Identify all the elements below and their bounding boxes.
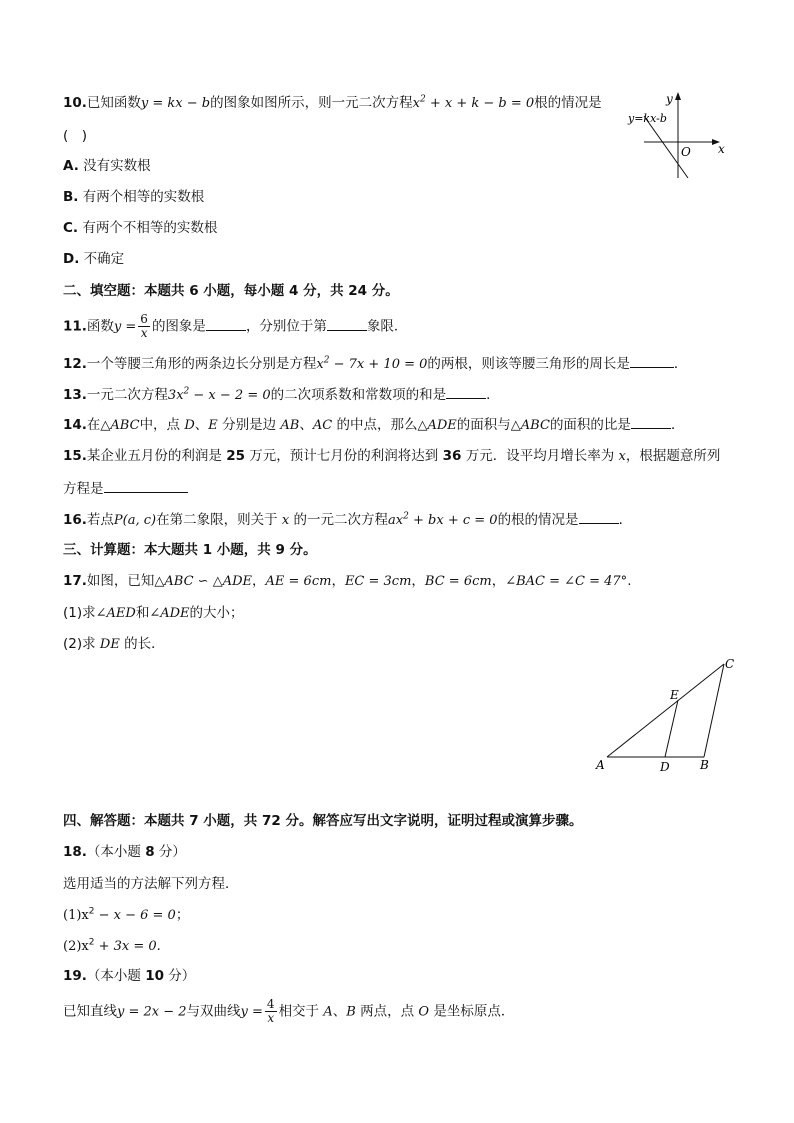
option-a[interactable]: A. 没有实数根 (63, 158, 151, 174)
question-number: 10. (63, 95, 87, 111)
question-15: 15.某企业五月份的利润是 25 万元，预计七月份的利润将达到 36 万元．设平均月增长率为 x，根据题意所列 (63, 448, 721, 464)
question-17-stem: 17.如图，已知△ABC ∽ △ADE，AE = 6cm，EC = 3cm，BC = 6cm，∠BAC = ∠C = 47°. (63, 573, 632, 589)
answer-blank[interactable] (206, 316, 246, 331)
segment-de (665, 700, 678, 757)
question-11: 11.函数y = $\frac{6}{x}$ 的图象是 ，分别位于第 象限． (63, 312, 408, 340)
quadratic-equation: $x^2 + x + k - b = 0$ (412, 94, 535, 111)
question-19-header: 19.（本小题 10 分） (63, 968, 196, 984)
x-axis-label: x (718, 142, 725, 156)
answer-blank[interactable] (446, 384, 486, 399)
answer-blank[interactable] (630, 353, 674, 368)
question-19-stem: 已知直线y = 2x − 2与双曲线y = $\frac{4}{x}$ 相交于 A、B 两点，点 O 是坐标原点． (63, 997, 515, 1025)
question-16: 16.若点P(a, c)在第二象限，则关于 x 的一元二次方程$ax^2$ + bx + c = 0的根的情况是 ． (63, 509, 632, 531)
question-18-eq-2: $(2)x^2 + 3x = 0$. (63, 937, 161, 954)
answer-blank[interactable] (104, 478, 188, 493)
option-d[interactable]: D. 不确定 (63, 251, 125, 267)
section-3-heading: 三、计算题：本大题共 1 小题，共 9 分。 (63, 542, 317, 558)
question-18-intro: 选用适当的方法解下列方程． (63, 876, 239, 892)
vertex-c: C (725, 657, 735, 671)
vertex-b: B (700, 758, 709, 772)
point-e: E (670, 688, 679, 702)
question-15-line-2: 方程是 (63, 478, 188, 499)
y-axis-label: y (666, 92, 673, 106)
y-axis-arrow (675, 92, 681, 100)
question-17-part-2: (2)求 DE 的长． (63, 636, 165, 652)
fraction: $\frac{6}{x}$ (140, 312, 148, 340)
point-d: D (660, 760, 670, 774)
vertex-a: A (596, 758, 605, 772)
question-13: 13.一元二次方程$3x^2 - x - 2 = 0$的二次项系数和常数项的和是 ． (63, 384, 500, 406)
section-4-heading: 四、解答题：本题共 7 小题，共 72 分。解答应写出文字说明，证明过程或演算步骤。 (63, 813, 583, 829)
line-label: y=kx-b (628, 112, 667, 125)
answer-blank[interactable] (631, 414, 671, 429)
triangle-figure (590, 650, 750, 780)
question-18-header: 18.（本小题 8 分） (63, 844, 186, 860)
question-17-part-1: (1)求∠AED和∠ADE的大小； (63, 605, 244, 621)
question-14: 14.在△ABC中，点 D、E 分别是边 AB、AC 的中点，那么△ADE的面积与△ABC的面积的比是 ． (63, 414, 684, 436)
question-18-eq-1: $(1)x^2 - x - 6 = 0$； (63, 906, 190, 923)
fraction: $\frac{4}{x}$ (266, 997, 275, 1025)
answer-blank[interactable] (327, 316, 367, 331)
option-c[interactable]: C. 有两个不相等的实数根 (63, 220, 218, 236)
function-graph-figure (620, 86, 735, 181)
answer-paren: ( ) (63, 128, 88, 144)
side-ac (607, 664, 724, 757)
option-b[interactable]: B. 有两个相等的实数根 (63, 189, 205, 205)
question-12: 12.一个等腰三角形的两条边长分别是方程$x^2 - 7x + 10 = 0$的两根，则该等腰三角形的周长是 ． (63, 353, 687, 375)
function-expression: y = kx − b (140, 96, 211, 111)
answer-blank[interactable] (579, 509, 619, 524)
section-2-heading: 二、填空题：本题共 6 小题，每小题 4 分，共 24 分。 (63, 283, 399, 299)
question-10-stem: 10.已知函数y = kx − b的图象如图所示，则一元二次方程$x^2 + x + k - b = 0$根的情况是 (63, 94, 602, 111)
origin-label: O (681, 145, 691, 159)
